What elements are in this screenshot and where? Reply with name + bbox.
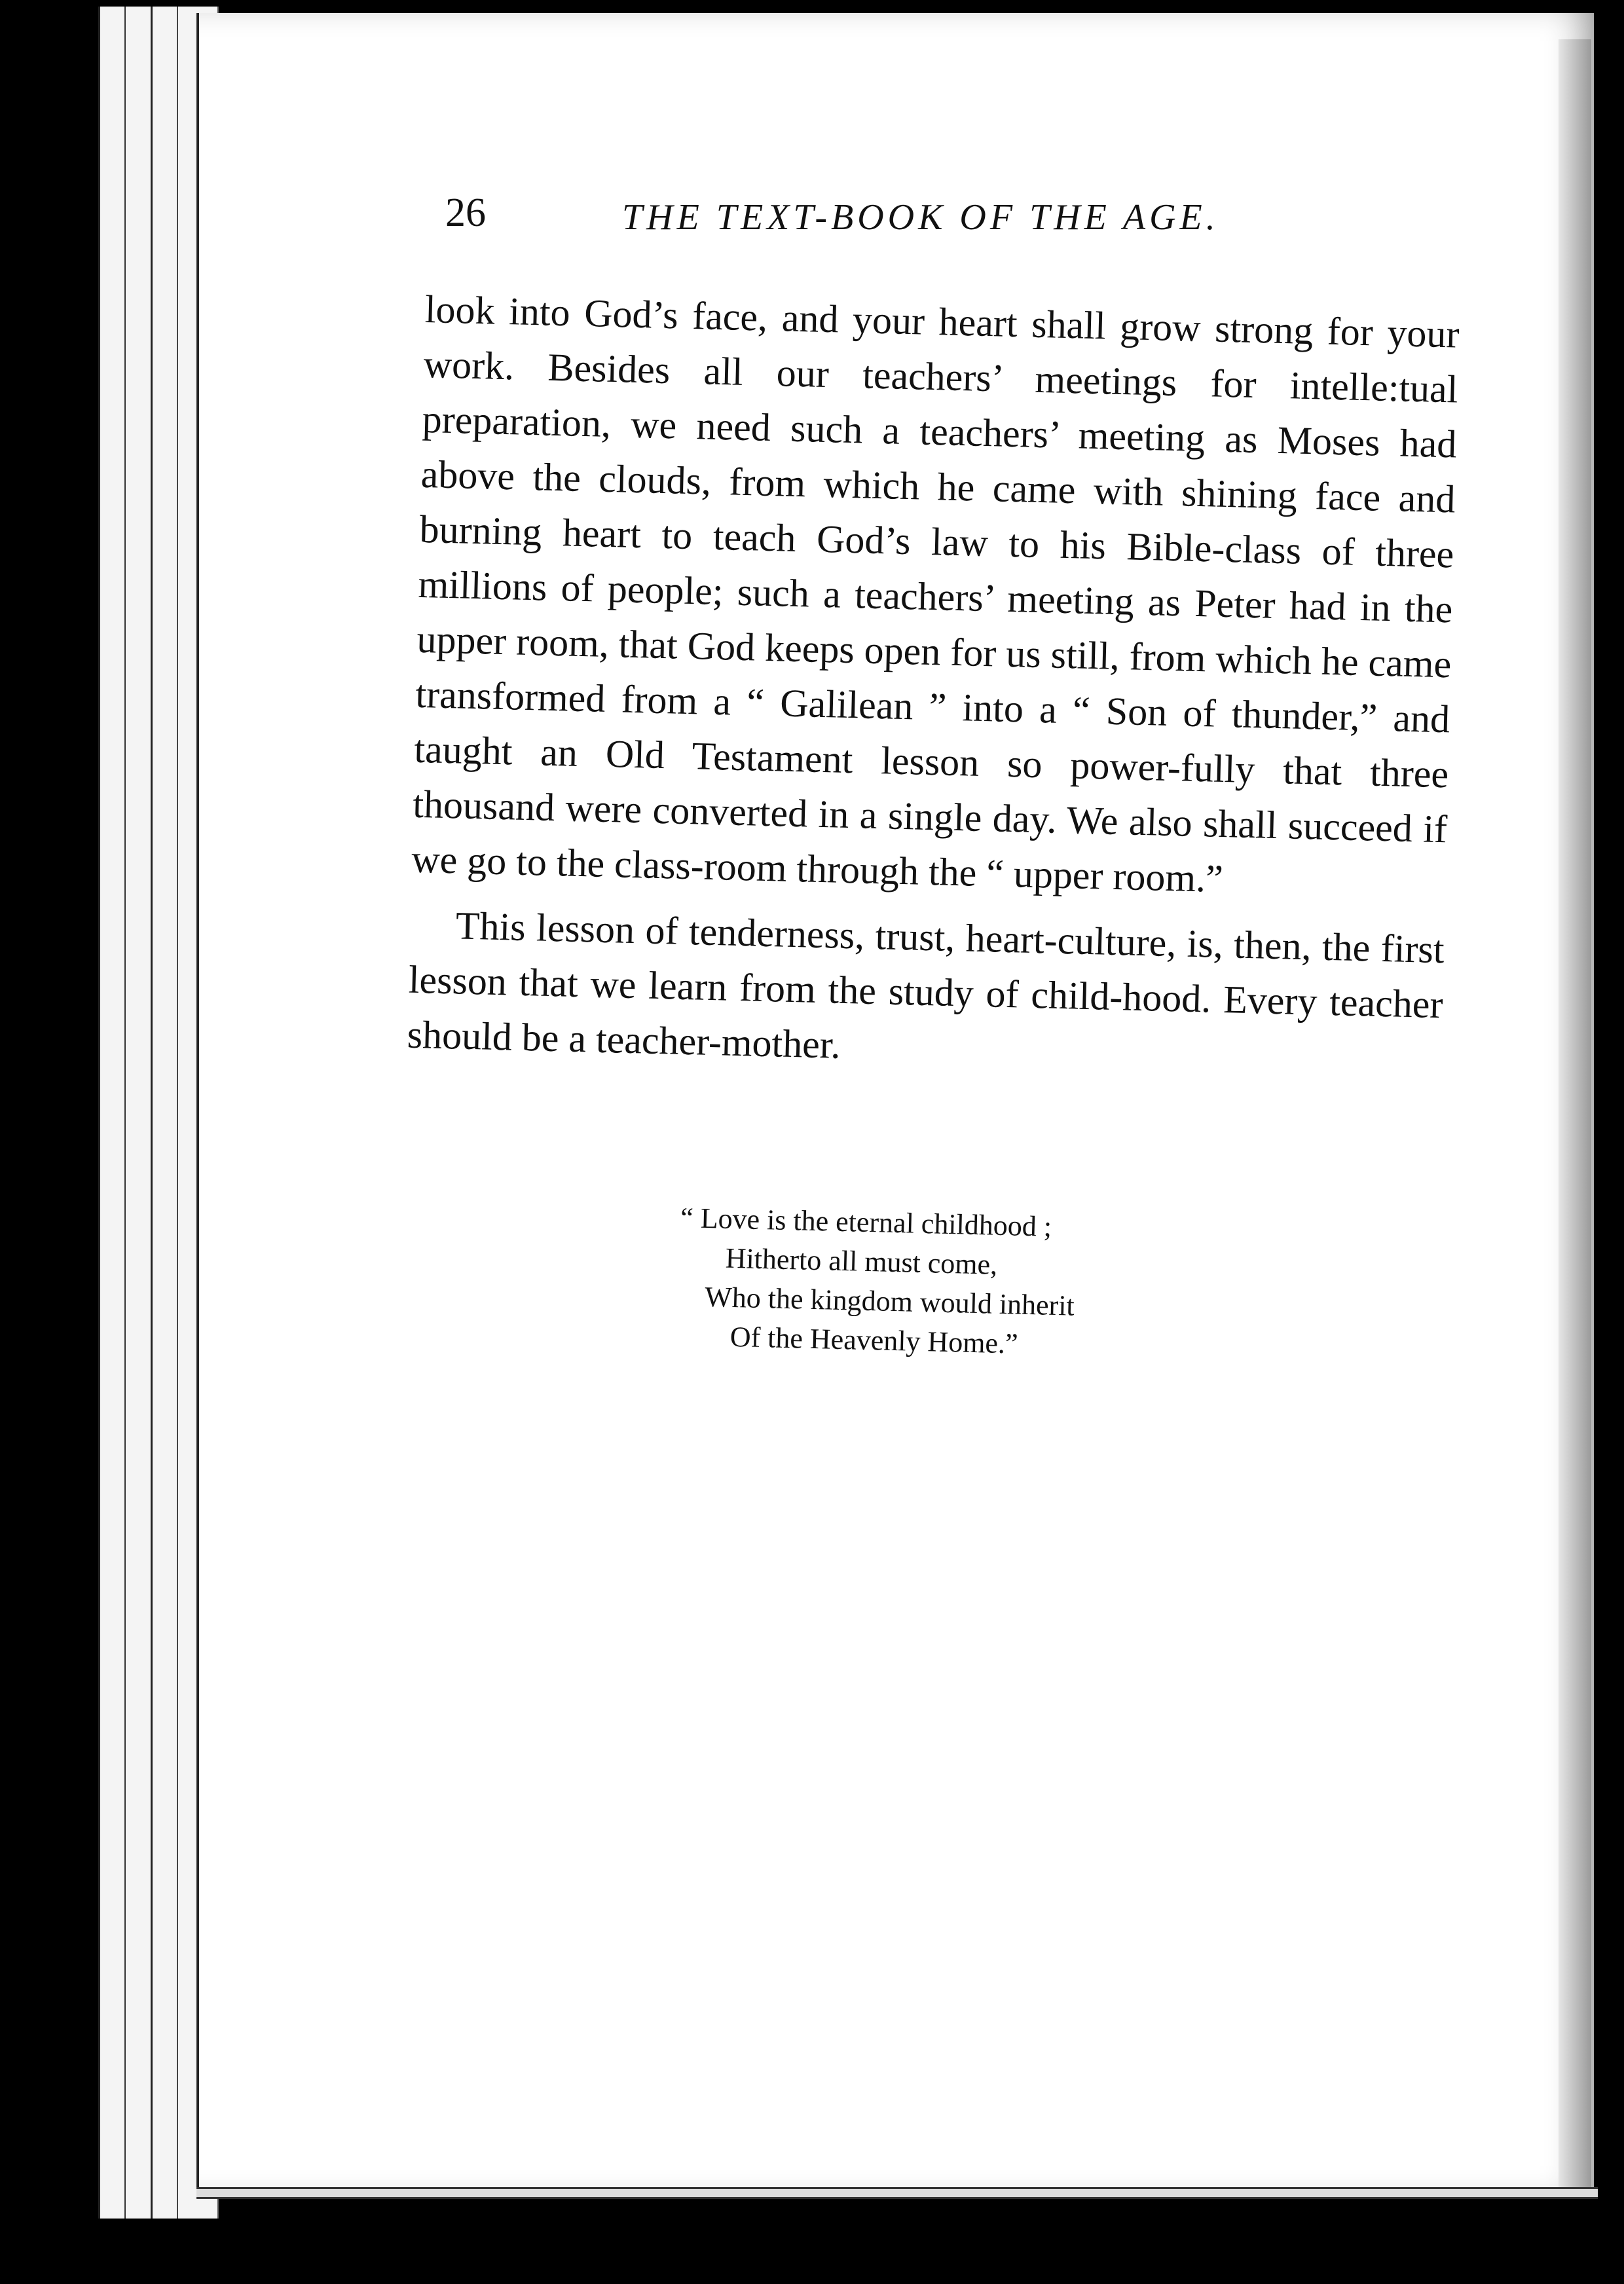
poem-line: “ Love is the eternal childhood ; [680, 1201, 1052, 1243]
running-title: THE TEXT-BOOK OF THE AGE. [622, 197, 1219, 238]
poem-line: Who the kingdom would inherit [704, 1280, 1075, 1322]
page-number: 26 [445, 191, 486, 235]
page-bottom-edge [196, 2187, 1598, 2199]
poem-line: Of the Heavenly Home.” [729, 1320, 1019, 1360]
page-header [445, 190, 1467, 262]
page-gutter-shadow [1559, 39, 1591, 2187]
paragraph: This lesson of tenderness, trust, heart-culture, is, then, the first lesson that we learn from the study of child-hood. Every teacher should be a teacher-mother. [407, 904, 1445, 1067]
poem-quotation [677, 1198, 1244, 1369]
poem-line: Hitherto all must come, [725, 1242, 998, 1281]
body-text [407, 282, 1460, 1087]
paragraph: look into God’s face, and your heart shall grow strong for your work. Besides all our teachers’ meetings for intelle:tual preparation, we need such a teachers’ meeting as Moses had above the clouds, from which he came with shining face and burning heart to teach God’s law to his Bible-class of three millions of people; such a teachers’ meeting as Peter had in the upper room, that God keeps open for us still, from which he came transformed from a “ Galilean ” into a “ Son of thunder,” and taught an Old Testament lesson so power-fully that three thousand were converted in a single day. We also shall succeed if we go to the class-room through the “ upper room.” [411, 287, 1460, 901]
